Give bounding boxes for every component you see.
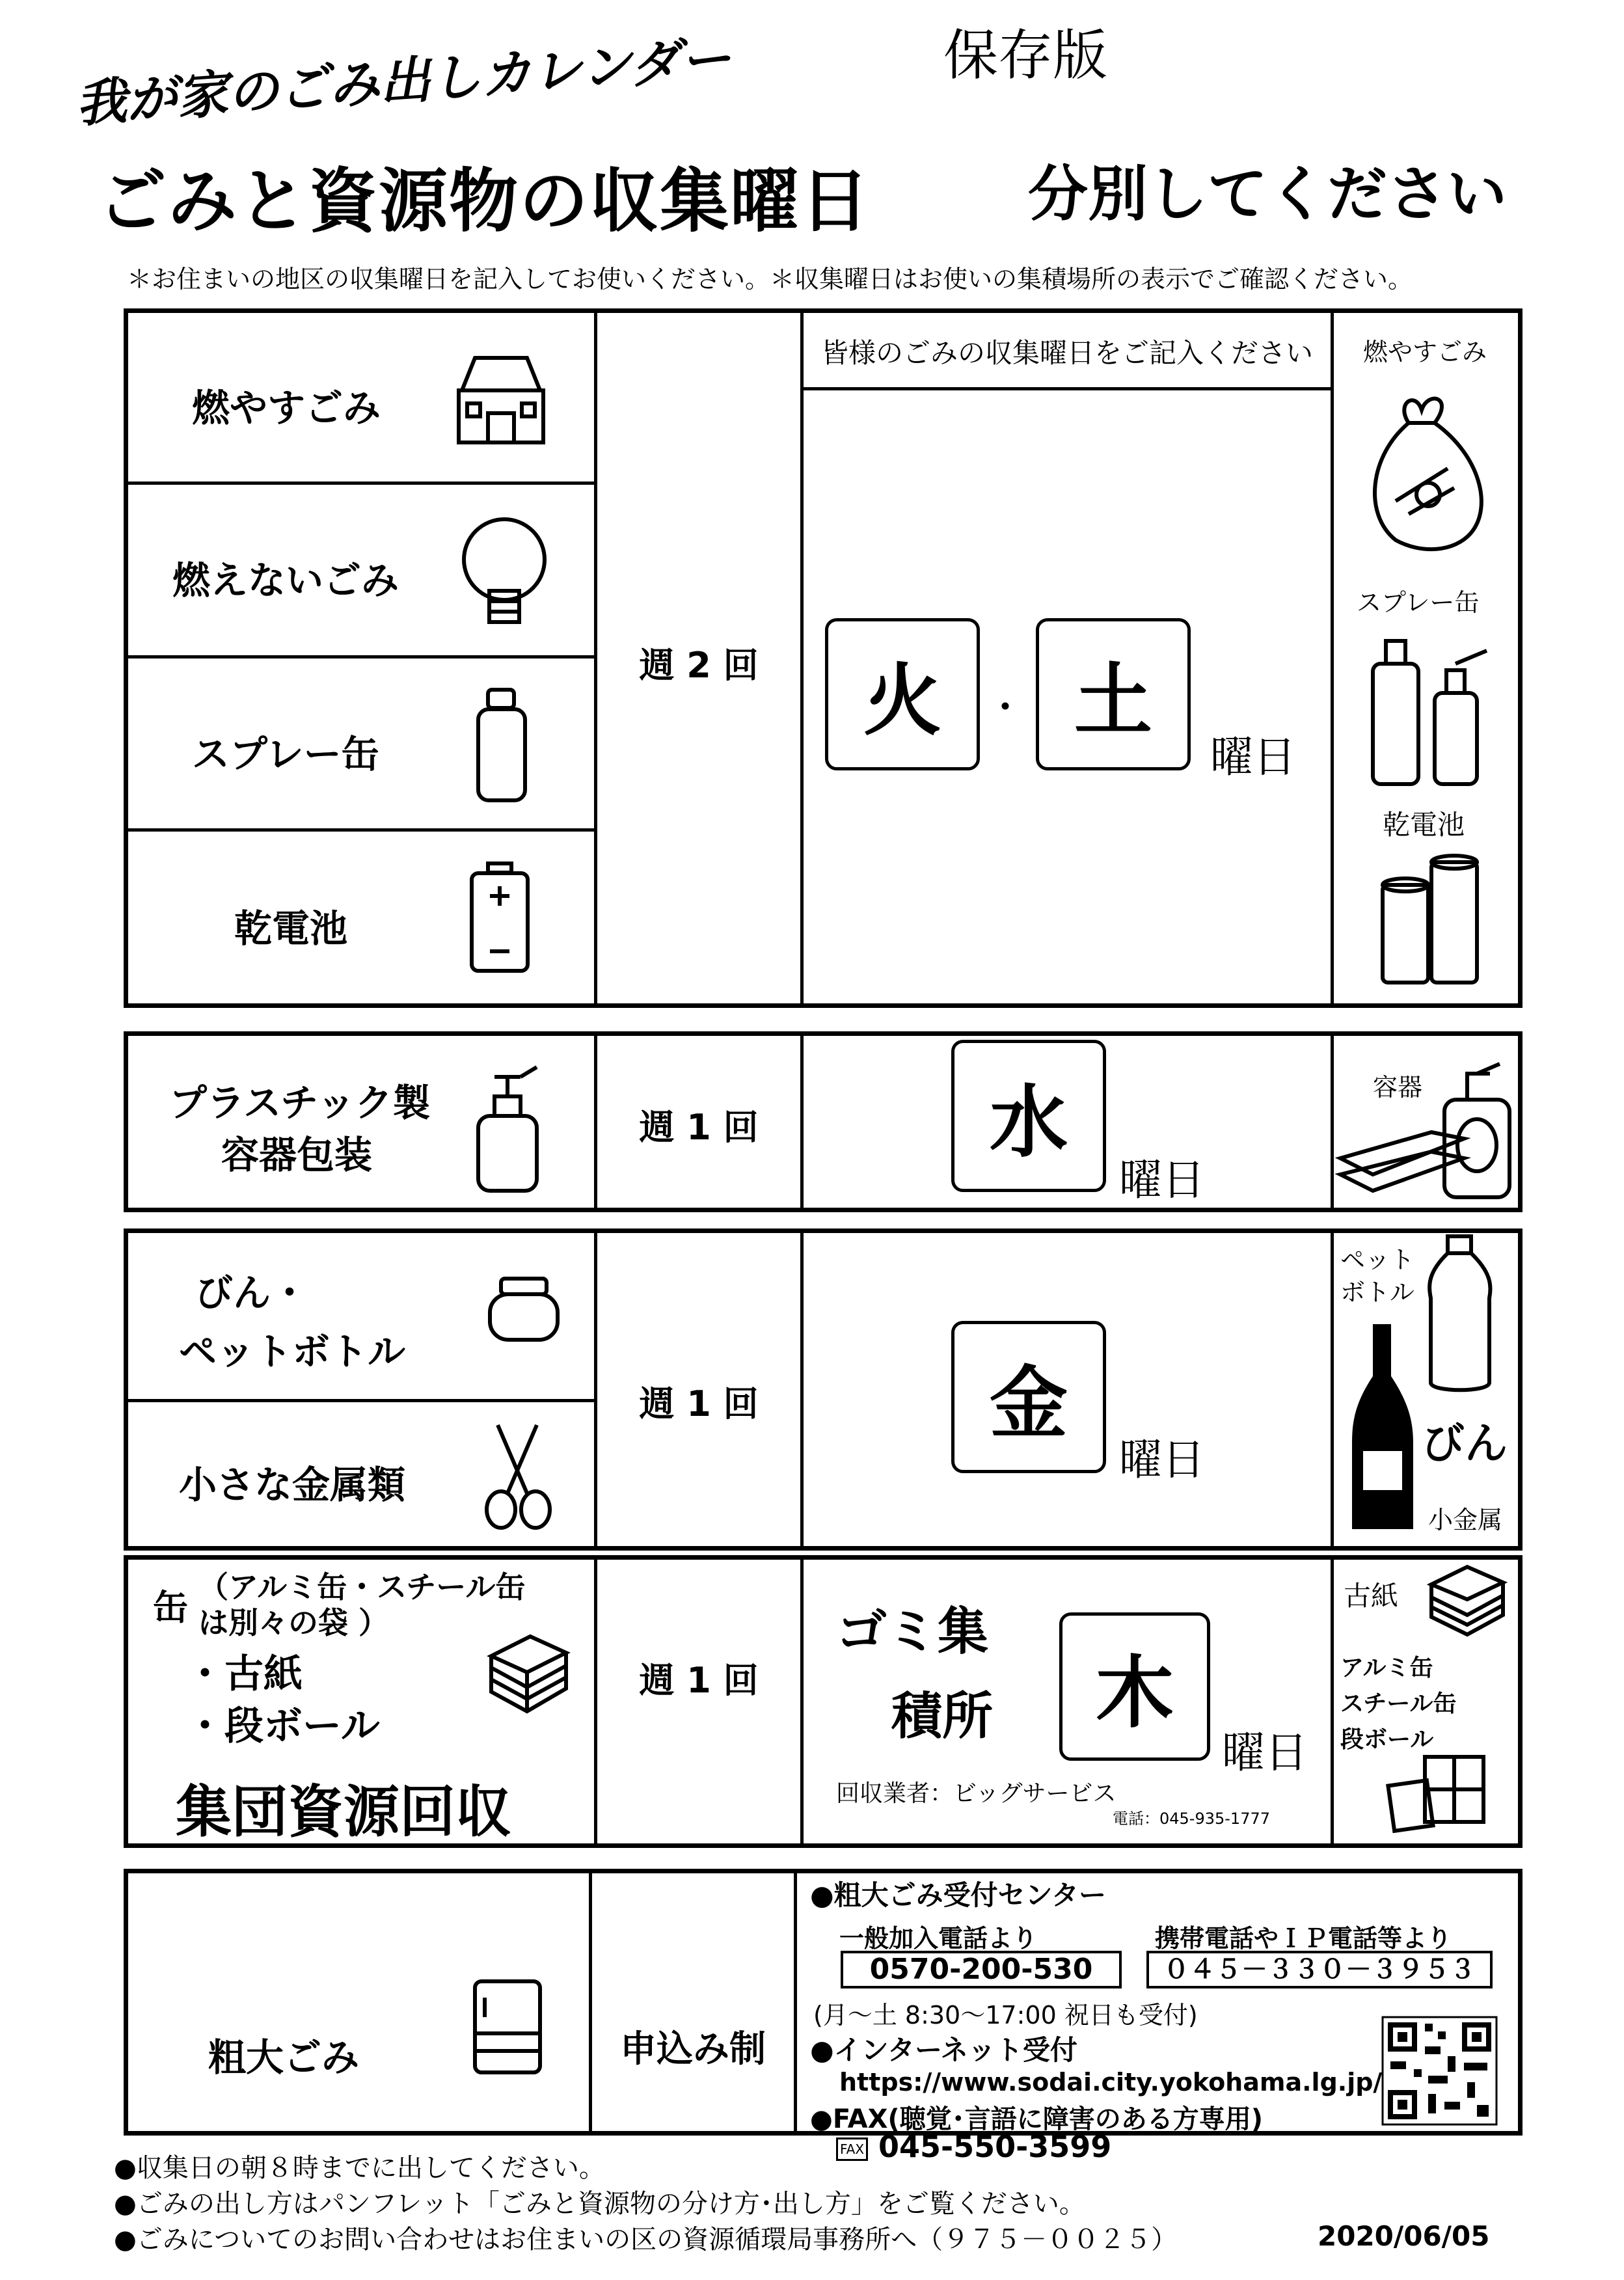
can-note-line2: は別々の袋 ）	[198, 1605, 389, 1640]
cardboard-icon	[1386, 1750, 1490, 1835]
sake-bottle-icon	[1347, 1321, 1418, 1536]
collector-phone: 電話：045-935-1777	[1113, 1810, 1271, 1828]
item-battery: 乾電池	[234, 906, 348, 951]
side-list-aluminum: アルミ缶	[1340, 1655, 1433, 1681]
pet-bottle-icon	[1422, 1233, 1500, 1396]
side-list-cardboard: 段ボール	[1340, 1726, 1434, 1753]
lightbulb-icon	[455, 514, 560, 631]
phone-mobile[interactable]: ０４５－３３０－３９５３	[1163, 1955, 1476, 1985]
paper-stack-icon	[1425, 1562, 1509, 1640]
day-suffix-paper: 曜日	[1222, 1728, 1308, 1778]
item-plastic-line1: プラスチック製	[169, 1081, 431, 1125]
phone-label-mobile: 携帯電話やＩＰ電話等より	[1155, 1924, 1452, 1953]
battery-icon	[468, 860, 534, 977]
title-top: 我が家のごみ出しカレンダー	[74, 29, 733, 135]
item-cardboard: ・段ボール	[185, 1703, 380, 1749]
day-box-wednesday: 水	[951, 1040, 1106, 1192]
jar-icon	[485, 1272, 569, 1344]
internet-url[interactable]: https://www.sodai.city.yokohama.lg.jp/	[839, 2068, 1383, 2097]
day-suffix-plastic: 曜日	[1119, 1155, 1205, 1205]
day-suffix-bottles: 曜日	[1119, 1435, 1205, 1485]
side-label-spray-can: スプレー缶	[1357, 588, 1480, 617]
footer-date: 2020/06/05	[1318, 2220, 1490, 2252]
paper-bundle-icon	[485, 1630, 569, 1715]
group-collection: 集団資源回収	[176, 1780, 511, 1845]
internet-label: ●インターネット受付	[810, 2034, 1077, 2066]
phone-landline[interactable]: 0570-200-530	[869, 1953, 1093, 1986]
item-burnable: 燃やすごみ	[192, 386, 381, 430]
collection-place-line1: ゴミ集	[836, 1603, 989, 1661]
fax-icon: FAX	[836, 2138, 868, 2161]
qr-code-icon[interactable]	[1383, 2017, 1496, 2124]
side-list-steel: スチール缶	[1340, 1690, 1457, 1717]
side-label-metal: 小金属	[1428, 1506, 1503, 1534]
instruction-text: 皆様のごみの収集曜日をご記入ください	[820, 337, 1313, 369]
day-box-thursday: 木	[1059, 1612, 1210, 1761]
day-box-friday: 金	[951, 1321, 1106, 1473]
scissors-icon	[478, 1418, 556, 1532]
side-label-burnable: 燃やすごみ	[1363, 338, 1487, 366]
item-bottles-line2: ペットボトル	[179, 1329, 406, 1374]
phone-label-landline: 一般加入電話より	[839, 1924, 1038, 1953]
garbage-bag-icon	[1357, 384, 1487, 553]
refrigerator-icon	[472, 1978, 543, 2076]
containers-icon	[1334, 1048, 1522, 1204]
note: ＊お住まいの地区の収集曜日を記入してお使いください。＊収集曜日はお使いの集積場所の表示でご確認ください。	[127, 265, 1413, 293]
house-icon	[449, 351, 553, 449]
day-box-tuesday: 火	[825, 618, 980, 770]
collection-place-line2: 積所	[891, 1687, 994, 1746]
side-label-pet2: ボトル	[1340, 1278, 1415, 1307]
spray-cans-icon	[1363, 625, 1493, 787]
item-paper: ・古紙	[185, 1651, 303, 1697]
subtitle: 分別してください	[1028, 159, 1508, 229]
item-nonburnable: 燃えないごみ	[172, 558, 399, 603]
item-spray-can: スプレー缶	[192, 732, 379, 776]
frequency-once-weekly-plastic: 週 1 回	[639, 1107, 759, 1148]
footer-note-2: ●ごみの出し方はパンフレット「ごみと資源物の分け方･出し方」をご覧ください。	[114, 2189, 1085, 2219]
day-box-saturday: 土	[1036, 618, 1191, 770]
can-note-line1: （アルミ缶・スチール缶	[198, 1569, 526, 1605]
fax-number[interactable]: 045-550-3599	[878, 2129, 1112, 2164]
collector-name: 回収業者：ビッグサービス	[836, 1780, 1116, 1807]
badge: 保存版	[943, 23, 1108, 87]
pump-bottle-icon	[468, 1057, 547, 1194]
frequency-twice-weekly: 週 2 回	[639, 645, 759, 686]
side-label-container: 容器	[1373, 1073, 1423, 1102]
side-label-bin: びん	[1422, 1418, 1508, 1469]
item-small-metals: 小さな金属類	[179, 1463, 406, 1507]
application-required: 申込み制	[620, 2028, 766, 2070]
item-bulky: 粗大ごみ	[208, 2035, 360, 2080]
reception-hours: (月～土 8:30～17:00 祝日も受付)	[813, 2001, 1198, 2029]
spray-can-icon	[475, 686, 534, 804]
item-can: 缶	[153, 1587, 188, 1628]
title-main: ごみと資源物の収集曜日	[98, 161, 871, 241]
side-label-paper: 古紙	[1344, 1580, 1399, 1612]
bulky-center-title: ●粗大ごみ受付センター	[810, 1879, 1106, 1911]
footer-note-3: ●ごみについてのお問い合わせはお住まいの区の資源循環局事務所へ（９７５－００２５）	[114, 2225, 1178, 2255]
item-plastic-line2: 容器包装	[221, 1133, 373, 1177]
frequency-once-weekly-bottles: 週 1 回	[639, 1383, 759, 1424]
item-bottles-line1: びん・	[195, 1271, 309, 1315]
side-label-pet1: ペット	[1340, 1245, 1415, 1274]
batteries-icon	[1376, 849, 1493, 986]
footer-note-1: ●収集日の朝８時までに出してください。	[114, 2153, 605, 2183]
fax-label: ●FAX(聴覚･言語に障害のある方専用)	[810, 2104, 1263, 2134]
day-separator: ・	[986, 685, 1025, 731]
frequency-once-weekly-paper: 週 1 回	[639, 1660, 759, 1701]
day-suffix: 曜日	[1210, 732, 1296, 782]
side-label-battery: 乾電池	[1383, 809, 1465, 841]
